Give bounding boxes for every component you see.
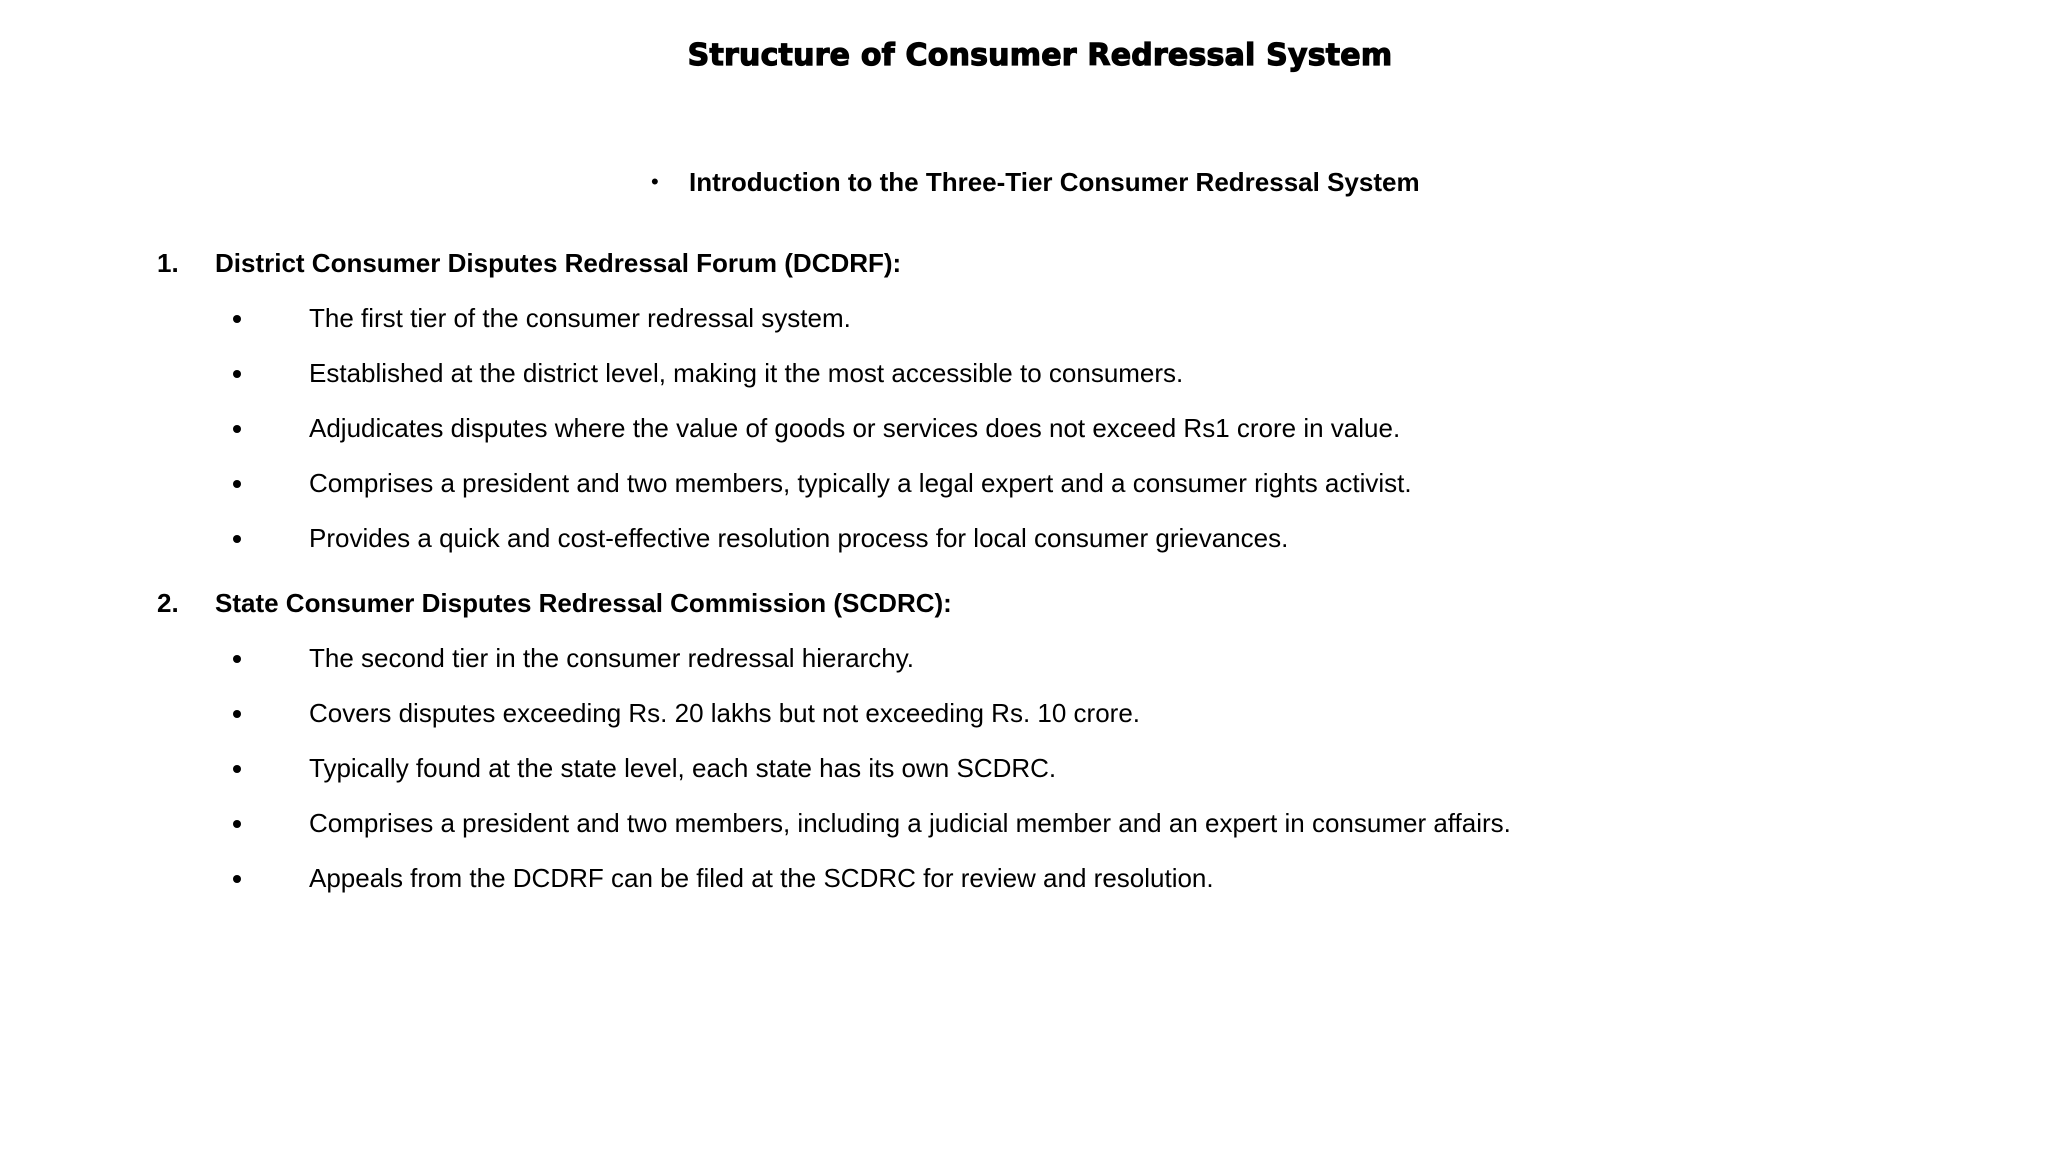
list-item [99, 698, 1511, 753]
bullet-dot-icon [233, 710, 241, 718]
list-item-text: Comprises a president and two members, including a judicial member and an expert in consumer affairs. [309, 808, 1511, 838]
bullet-list [157, 643, 1511, 918]
section-heading-text: District Consumer Disputes Redressal Forum (DCDRF): [215, 248, 902, 278]
intro-bullet-icon: • [651, 169, 659, 194]
bullet-dot-icon [233, 535, 241, 543]
section-dcdrf [157, 248, 1412, 578]
section-number: 2. [157, 588, 179, 618]
bullet-dot-icon [233, 875, 241, 883]
section-scdrc [157, 588, 1511, 918]
intro-line [651, 167, 1420, 198]
bullet-dot-icon [233, 480, 241, 488]
section-number: 1. [157, 248, 179, 278]
list-item [99, 413, 1412, 468]
list-item-text: Appeals from the DCDRF can be filed at the SCDRC for review and resolution. [309, 863, 1214, 893]
bullet-list [157, 303, 1412, 578]
list-item [99, 863, 1511, 918]
section-heading-text: State Consumer Disputes Redressal Commission (SCDRC): [215, 588, 952, 618]
list-item [99, 358, 1412, 413]
list-item [99, 643, 1511, 698]
section-heading [157, 248, 1412, 278]
list-item [99, 808, 1511, 863]
bullet-dot-icon [233, 655, 241, 663]
intro-text: Introduction to the Three-Tier Consumer Redressal System [689, 167, 1420, 197]
list-item-text: Typically found at the state level, each state has its own SCDRC. [309, 753, 1057, 783]
list-item-text: Comprises a president and two members, typically a legal expert and a consumer rights activist. [309, 468, 1412, 498]
bullet-dot-icon [233, 315, 241, 323]
page-title: Structure of Consumer Redressal System [687, 38, 1393, 73]
section-heading [157, 588, 1511, 618]
list-item [99, 753, 1511, 808]
bullet-dot-icon [233, 425, 241, 433]
list-item-text: Covers disputes exceeding Rs. 20 lakhs but not exceeding Rs. 10 crore. [309, 698, 1141, 728]
list-item-text: The first tier of the consumer redressal system. [309, 303, 851, 333]
list-item [99, 303, 1412, 358]
bullet-dot-icon [233, 370, 241, 378]
list-item-text: Established at the district level, making it the most accessible to consumers. [309, 358, 1184, 388]
bullet-dot-icon [233, 820, 241, 828]
list-item-text: Adjudicates disputes where the value of goods or services does not exceed Rs1 crore in value. [309, 413, 1401, 443]
list-item-text: The second tier in the consumer redressal hierarchy. [309, 643, 915, 673]
bullet-dot-icon [233, 765, 241, 773]
list-item-text: Provides a quick and cost-effective resolution process for local consumer grievances. [309, 523, 1289, 553]
list-item [99, 468, 1412, 523]
list-item [99, 523, 1412, 578]
